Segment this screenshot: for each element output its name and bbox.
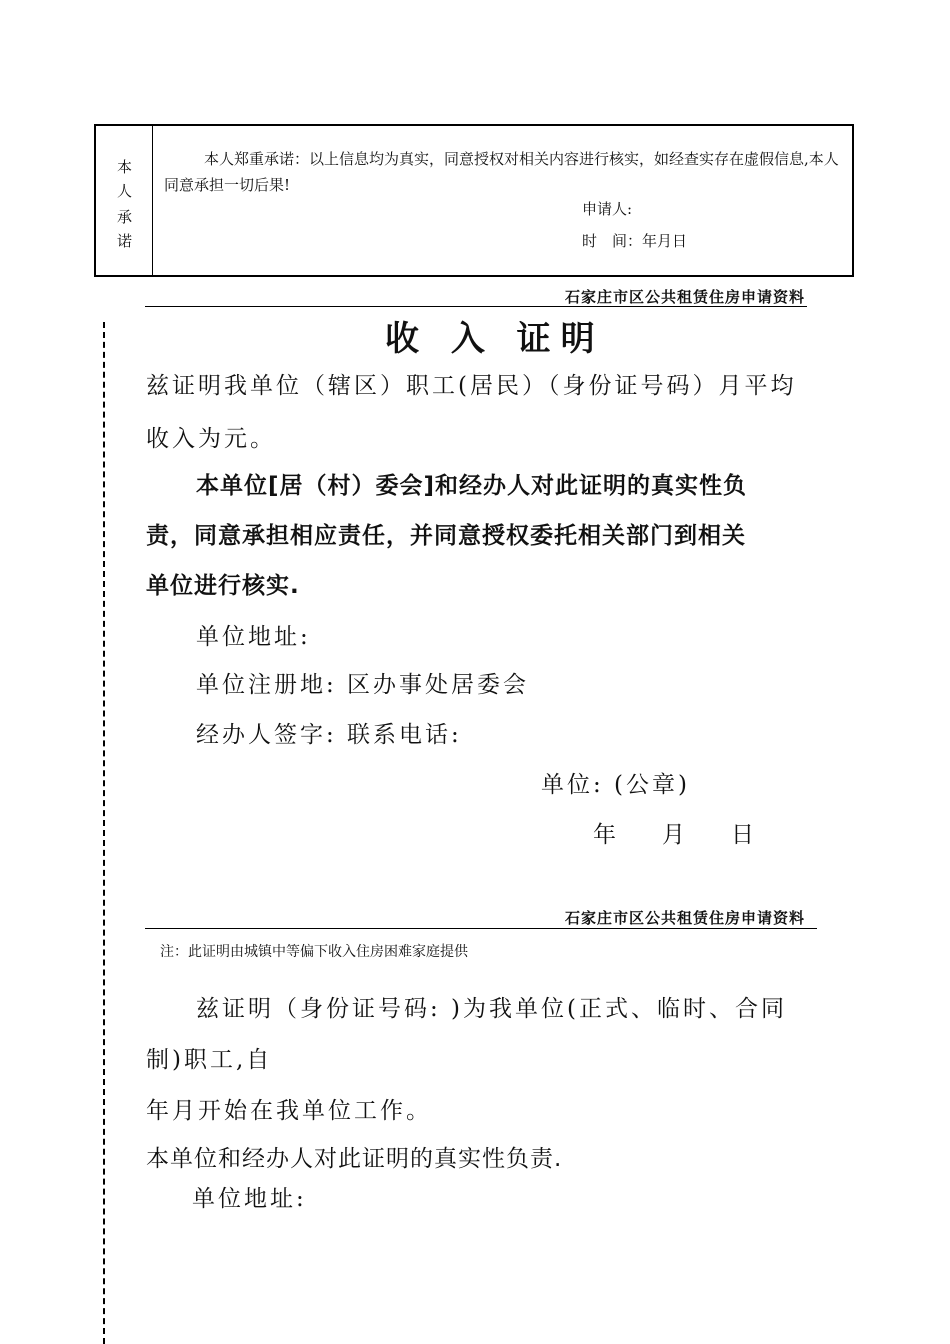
income-cert-line2: 收入为元。: [146, 426, 276, 452]
pledge-label-char: 诺: [116, 232, 132, 250]
pledge-label-char: 本: [116, 158, 132, 176]
binding-cut-line: [103, 322, 105, 1344]
employment-cert-line3: 年月开始在我单位工作。: [146, 1098, 432, 1124]
employment-cert-resp: 本单位和经办人对此证明的真实性负责.: [146, 1146, 563, 1172]
pledge-label-column: [96, 126, 153, 275]
doc-header-title: 石家庄市区公共租赁住房申请资料: [564, 288, 805, 306]
pledge-label-char: 人: [116, 182, 132, 200]
header-divider: [145, 306, 807, 307]
income-cert-resp3: 单位进行核实.: [146, 573, 300, 599]
income-cert-resp1: 本单位[居（村）委会]和经办人对此证明的真实性负: [196, 473, 748, 499]
pledge-time-label: 时 间：年月日: [582, 232, 688, 250]
employment-unit-address-label: 单位地址:: [192, 1186, 307, 1212]
header-divider-2: [145, 928, 817, 929]
income-cert-date: 年 月 日: [593, 822, 754, 848]
cert-note: 注：此证明由城镇中等偏下收入住房困难家庭提供: [160, 944, 468, 960]
income-cert-line1: 兹证明我单位（辖区）职工(居民）（身份证号码）月平均: [146, 373, 797, 399]
employment-cert-line1: 兹证明（身份证号码: )为我单位(正式、临时、合同: [196, 996, 788, 1022]
unit-seal-label: 单位: (公章): [541, 772, 691, 798]
income-cert-title: 收 入 证明: [385, 319, 605, 359]
income-cert-resp2: 责，同意承担相应责任，并同意授权委托相关部门到相关: [146, 523, 746, 549]
pledge-table: [94, 124, 854, 277]
unit-address-label: 单位地址:: [196, 624, 311, 650]
pledge-label-char: 承: [116, 208, 132, 226]
unit-registered-label: 单位注册地: 区办事处居委会: [196, 672, 530, 698]
applicant-label: 申请人:: [582, 200, 633, 218]
pledge-statement: 本人郑重承诺：以上信息均为真实，同意授权对相关内容进行核实，如经查实存在虚假信息,本人同意承担一切后果!: [164, 150, 839, 194]
handler-signature-label: 经办人签字: 联系电话:: [196, 722, 462, 748]
employment-cert-line2: 制)职工,自: [146, 1047, 273, 1073]
doc-header-title-2: 石家庄市区公共租赁住房申请资料: [564, 909, 805, 927]
